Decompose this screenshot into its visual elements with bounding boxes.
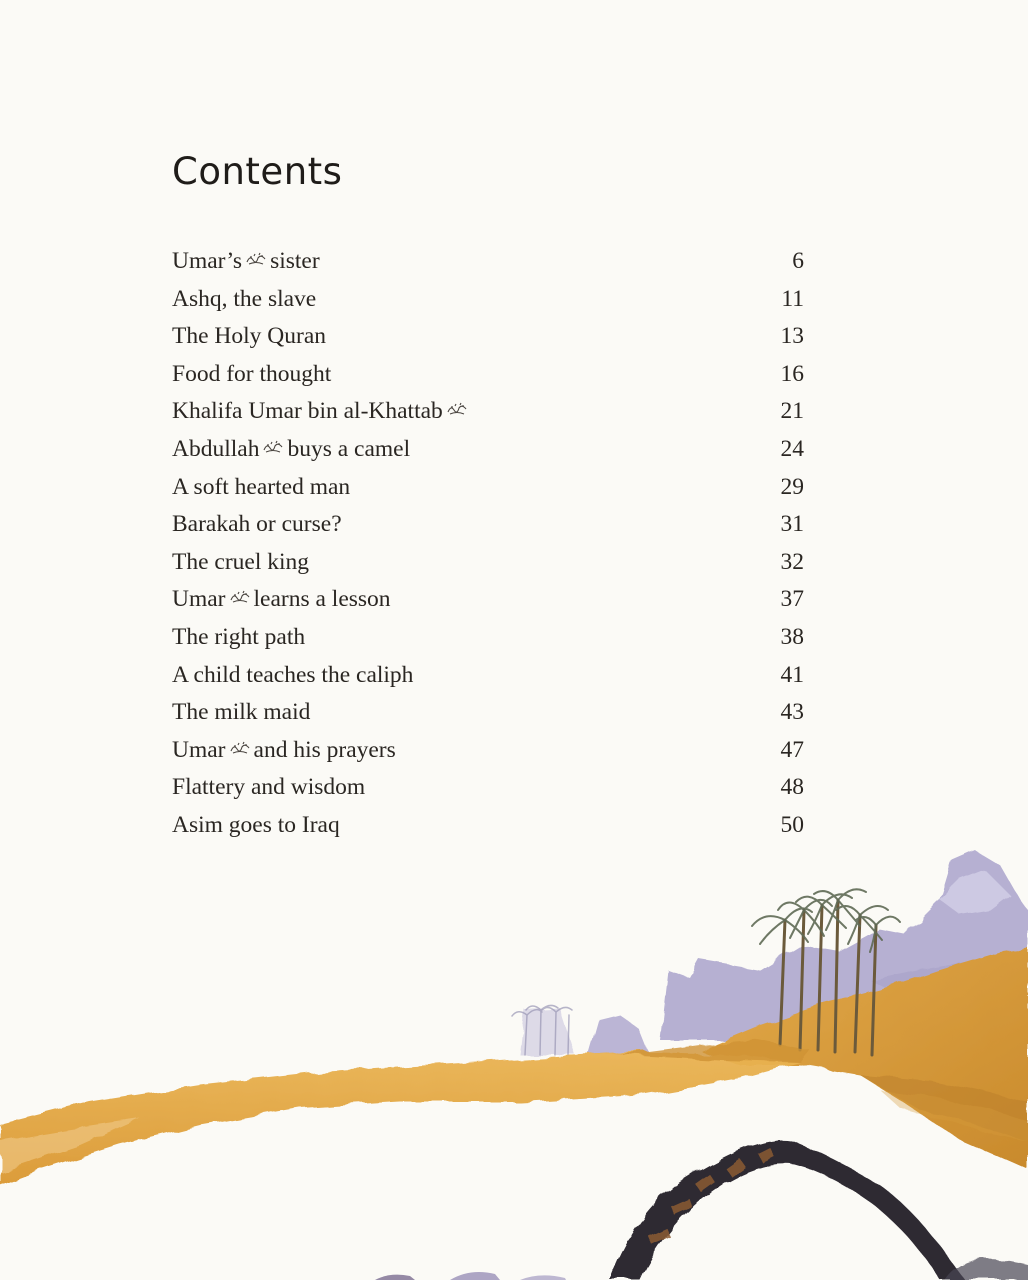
toc-entry[interactable] bbox=[172, 469, 804, 507]
toc-entry-title: Flattery and wisdom bbox=[172, 774, 366, 801]
toc-entry[interactable] bbox=[172, 506, 804, 544]
toc-entry-title-suffix: sister bbox=[270, 248, 320, 274]
toc-entry-title bbox=[172, 732, 396, 770]
toc-page-number: 50 bbox=[780, 811, 804, 838]
toc-entry-title-suffix: buys a camel bbox=[287, 435, 411, 462]
toc-page-number: 43 bbox=[780, 699, 804, 726]
toc-entry[interactable] bbox=[172, 356, 804, 394]
toc-entry-title: Food for thought bbox=[172, 360, 332, 387]
honorific-calligraphy-icon bbox=[229, 741, 251, 755]
honorific-calligraphy-icon bbox=[446, 402, 468, 416]
toc-page-number: 6 bbox=[792, 248, 804, 274]
toc-page-number: 41 bbox=[780, 661, 804, 688]
toc-entry[interactable] bbox=[172, 619, 804, 657]
toc-entry[interactable] bbox=[172, 544, 804, 582]
honorific-calligraphy-icon bbox=[245, 252, 267, 266]
toc-page-number: 11 bbox=[781, 285, 804, 312]
toc-entry-title: The milk maid bbox=[172, 699, 311, 726]
honorific-calligraphy-icon bbox=[262, 440, 284, 454]
toc-entry-title: A child teaches the caliph bbox=[172, 661, 414, 688]
honorific-calligraphy-icon bbox=[229, 590, 251, 604]
table-of-contents bbox=[172, 243, 804, 845]
foreground-shapes bbox=[375, 1272, 566, 1280]
toc-entry-title-text: Abdullah bbox=[172, 435, 260, 462]
toc-page-number: 29 bbox=[780, 473, 804, 500]
toc-page-number: 16 bbox=[780, 360, 804, 387]
toc-entry-title-text: Umar bbox=[172, 736, 226, 763]
toc-entry-title bbox=[172, 393, 471, 431]
toc-entry-title bbox=[172, 243, 320, 281]
toc-entry[interactable] bbox=[172, 769, 804, 807]
toc-entry-title-text: Khalifa Umar bin al-Khattab bbox=[172, 398, 443, 425]
toc-entry[interactable] bbox=[172, 694, 804, 732]
toc-entry[interactable] bbox=[172, 281, 804, 319]
toc-entry-title bbox=[172, 581, 391, 619]
toc-entry[interactable] bbox=[172, 243, 804, 281]
archway bbox=[610, 1139, 1028, 1280]
toc-entry[interactable] bbox=[172, 581, 804, 619]
toc-entry[interactable] bbox=[172, 807, 804, 845]
toc-entry-title-suffix: learns a lesson bbox=[253, 586, 391, 613]
toc-entry-title bbox=[172, 431, 410, 469]
toc-page-number: 32 bbox=[780, 548, 804, 575]
desert-landscape-illustration bbox=[0, 840, 1028, 1280]
toc-page-number: 47 bbox=[780, 736, 804, 763]
page-title: Contents bbox=[172, 150, 343, 193]
toc-page-number: 24 bbox=[780, 435, 804, 462]
toc-entry-title: Asim goes to Iraq bbox=[172, 811, 340, 838]
toc-entry-title: The Holy Quran bbox=[172, 323, 327, 350]
toc-entry-title: The right path bbox=[172, 623, 306, 650]
toc-page-number: 48 bbox=[780, 774, 804, 801]
toc-page-number: 38 bbox=[780, 623, 804, 650]
toc-entry-title-text: Umar’s bbox=[172, 248, 243, 274]
toc-entry[interactable] bbox=[172, 318, 804, 356]
toc-entry-title: Barakah or curse? bbox=[172, 511, 342, 538]
toc-entry-title: The cruel king bbox=[172, 548, 310, 575]
toc-entry-title: A soft hearted man bbox=[172, 473, 351, 500]
toc-entry[interactable] bbox=[172, 657, 804, 695]
toc-page-number: 31 bbox=[780, 511, 804, 538]
toc-page-number: 21 bbox=[780, 398, 804, 425]
toc-page-number: 13 bbox=[780, 323, 804, 350]
toc-page-number: 37 bbox=[780, 586, 804, 613]
toc-entry-title: Ashq, the slave bbox=[172, 285, 317, 312]
toc-entry[interactable] bbox=[172, 732, 804, 770]
toc-entry-title-suffix: and his prayers bbox=[253, 736, 396, 763]
toc-entry-title-text: Umar bbox=[172, 586, 226, 613]
toc-entry[interactable] bbox=[172, 393, 804, 431]
toc-entry[interactable] bbox=[172, 431, 804, 469]
